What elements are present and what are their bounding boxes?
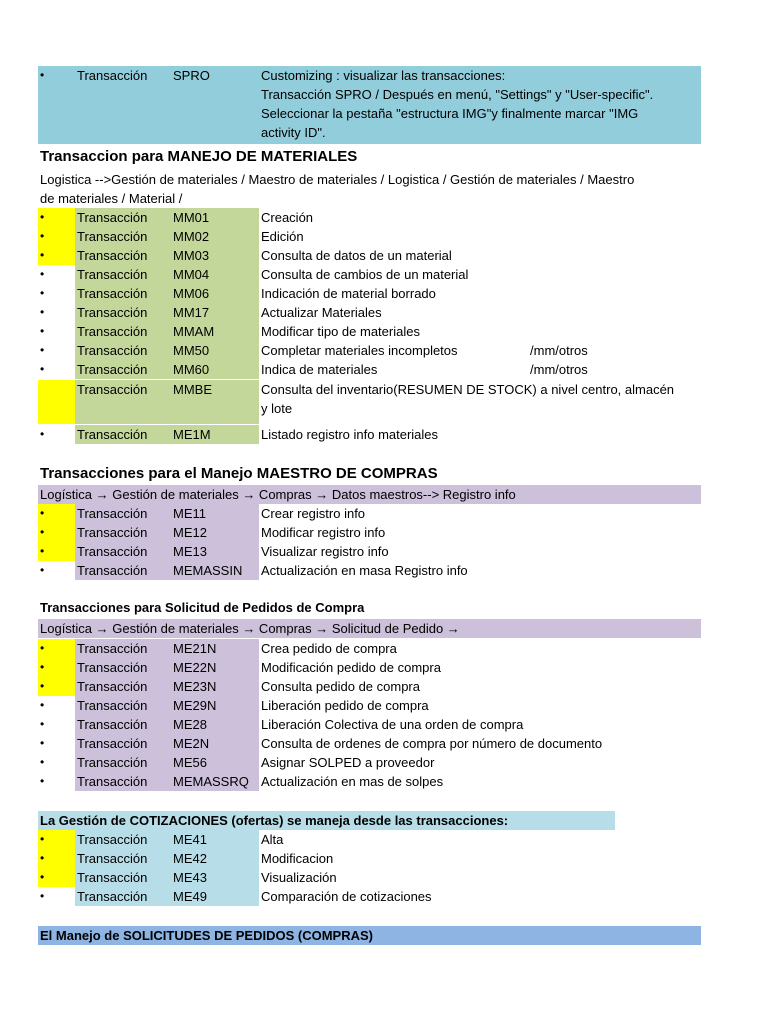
transaction-label: Transacción [75, 715, 171, 734]
transaction-code: ME43 [171, 868, 259, 887]
transaction-code: MM01 [171, 208, 259, 227]
section-title-cotizaciones: La Gestión de COTIZACIONES (ofertas) se maneja desde las transacciones: [38, 811, 615, 830]
transaction-description: Actualización en mas de solpes [261, 774, 444, 789]
transaction-code: MM04 [171, 265, 259, 284]
bullet: • [38, 849, 75, 868]
transaction-label: Transacción [75, 561, 171, 580]
transaction-code: ME56 [171, 753, 259, 772]
bullet: • [38, 677, 75, 696]
bullet: • [38, 542, 75, 561]
bullet: • [38, 639, 75, 658]
transaction-label: Transacción [75, 265, 171, 284]
transaction-description [261, 66, 653, 142]
bullet: • [40, 305, 45, 319]
transaction-description: Indica de materiales [261, 362, 378, 377]
transaction-label: Transacción [75, 542, 171, 561]
section-title-solped: Transacciones para Solicitud de Pedidos de Compra [40, 600, 365, 615]
table-row [38, 639, 701, 658]
transaction-description: Alta [261, 832, 284, 847]
transaction-description: Listado registro info materiales [261, 427, 439, 442]
transaction-label: Transacción [75, 753, 171, 772]
table-row [38, 715, 701, 734]
table-row [38, 265, 701, 284]
table-row [38, 868, 701, 887]
desc-line: activity ID". [261, 125, 326, 140]
bullet: • [38, 504, 75, 523]
transaction-label: Transacción [75, 303, 171, 322]
table-row [38, 341, 701, 360]
bullet: • [40, 755, 45, 769]
bullet: • [40, 563, 45, 577]
transaction-code: MMAM [171, 322, 259, 341]
transaction-description: Consulta de cambios de un material [261, 267, 469, 282]
bullet: • [40, 774, 45, 788]
transaction-label: Transacción [75, 887, 171, 906]
transaction-label: Transacción [75, 639, 171, 658]
transaction-description: Visualización [261, 870, 337, 885]
table-row [38, 772, 701, 791]
bullet: • [38, 868, 75, 887]
section-title-solicitudes: El Manejo de SOLICITUDES DE PEDIDOS (COMPRAS) [38, 926, 701, 945]
transaction-label: Transacción [75, 523, 171, 542]
transaction-code: ME49 [171, 887, 259, 906]
table-row [38, 227, 701, 246]
transaction-description: Comparación de cotizaciones [261, 889, 432, 904]
table-row [38, 246, 701, 265]
path-line: de materiales / Material / [40, 191, 183, 206]
transaction-description: Modificacion [261, 851, 334, 866]
transaction-label: Transacción [75, 208, 171, 227]
table-row [38, 887, 701, 906]
transaction-code: ME23N [171, 677, 259, 696]
transaction-code: MM60 [171, 360, 259, 379]
transaction-code: ME13 [171, 542, 259, 561]
transaction-label: Transacción [75, 734, 171, 753]
transaction-label: Transacción [75, 677, 171, 696]
transaction-description: Consulta pedido de compra [261, 679, 420, 694]
transaction-code: ME11 [171, 504, 259, 523]
transaction-label: Transacción [75, 227, 171, 246]
bullet: • [40, 68, 45, 82]
bullet: • [40, 889, 45, 903]
table-row [38, 208, 701, 227]
bullet: • [38, 523, 75, 542]
bullet: • [40, 717, 45, 731]
transaction-code: ME12 [171, 523, 259, 542]
section-title-compras: Transacciones para el Manejo MAESTRO DE COMPRAS [40, 465, 438, 482]
transaction-label: Transacción [75, 341, 171, 360]
table-row [38, 561, 701, 580]
transaction-description: Indicación de material borrado [261, 286, 436, 301]
table-row [38, 734, 701, 753]
transaction-code: ME28 [171, 715, 259, 734]
table-row [38, 380, 701, 424]
solped-path: Logística → Gestión de materiales → Compras → Solicitud de Pedido → [38, 619, 701, 638]
transaction-code: ME2N [171, 734, 259, 753]
path-line: Logistica -->Gestión de materiales / Maestro de materiales / Logistica / Gestión de materiales / Maestro [40, 172, 635, 187]
transaction-label: Transacción [75, 868, 171, 887]
transaction-code: MEMASSRQ [171, 772, 259, 791]
transaction-description: Crear registro info [261, 506, 366, 521]
table-row [38, 542, 701, 561]
transaction-label: Transacción [75, 504, 171, 523]
table-row [38, 753, 701, 772]
transaction-code: ME1M [171, 425, 259, 444]
transaction-description: Completar materiales incompletos [261, 343, 458, 358]
bullet: • [40, 362, 45, 376]
table-row [38, 284, 701, 303]
spro-row [38, 66, 701, 144]
desc-line: Customizing : visualizar las transacciones: [261, 68, 506, 83]
bullet: • [40, 286, 45, 300]
transaction-description: Modificación pedido de compra [261, 660, 441, 675]
transaction-label: Transacción [75, 322, 171, 341]
table-row [38, 504, 701, 523]
transaction-description: Modificar registro info [261, 525, 386, 540]
transaction-label: Transacción [75, 246, 171, 265]
transaction-description: Liberación pedido de compra [261, 698, 429, 713]
bullet: • [40, 324, 45, 338]
transaction-code: MM50 [171, 341, 259, 360]
transaction-label: Transacción [75, 658, 171, 677]
transaction-code: ME21N [171, 639, 259, 658]
transaction-label: Transacción [75, 284, 171, 303]
transaction-description: Consulta de datos de un material [261, 248, 452, 263]
table-row [38, 425, 701, 444]
transaction-code: MM03 [171, 246, 259, 265]
table-row [38, 677, 701, 696]
table-row [38, 849, 701, 868]
transaction-description: Actualización en masa Registro info [261, 563, 468, 578]
transaction-path-note: /mm/otros [530, 343, 588, 358]
table-row [38, 658, 701, 677]
bullet: • [38, 830, 75, 849]
bullet: • [38, 227, 75, 246]
desc-line: Consulta del inventario(RESUMEN DE STOCK) a nivel centro, almacén [261, 382, 675, 397]
transaction-code: SPRO [173, 68, 210, 83]
transaction-description: Modificar tipo de materiales [261, 324, 420, 339]
transaction-code: ME42 [171, 849, 259, 868]
table-row [38, 303, 701, 322]
transaction-description: Visualizar registro info [261, 544, 389, 559]
table-row [38, 360, 701, 379]
bullet: • [40, 343, 45, 357]
table-row [38, 322, 701, 341]
transaction-description: Actualizar Materiales [261, 305, 382, 320]
bullet: • [38, 246, 75, 265]
transaction-description: Asignar SOLPED a proveedor [261, 755, 435, 770]
transaction-code: ME29N [171, 696, 259, 715]
transaction-code: MM06 [171, 284, 259, 303]
bullet: • [40, 736, 45, 750]
transaction-description: Creación [261, 210, 314, 225]
transaction-label: Transacción [75, 849, 171, 868]
transaction-description: Liberación Colectiva de una orden de compra [261, 717, 524, 732]
bullet: • [40, 427, 45, 441]
transaction-label: Transacción [75, 380, 171, 424]
bullet: • [38, 658, 75, 677]
transaction-code: MM17 [171, 303, 259, 322]
compras-path: Logística → Gestión de materiales → Compras → Datos maestros--> Registro info [38, 485, 701, 504]
table-row [38, 523, 701, 542]
section-title-materiales: Transaccion para MANEJO DE MATERIALES [40, 148, 358, 165]
table-row [38, 696, 701, 715]
transaction-label: Transacción [75, 830, 171, 849]
transaction-description: Consulta de ordenes de compra por número de documento [261, 736, 603, 751]
transaction-code: ME41 [171, 830, 259, 849]
transaction-description [261, 380, 674, 418]
bullet-highlight [38, 380, 75, 424]
table-row [38, 830, 701, 849]
transaction-description: Edición [261, 229, 304, 244]
transaction-code: MM02 [171, 227, 259, 246]
transaction-label: Transacción [75, 425, 171, 444]
transaction-label: Transacción [77, 68, 148, 83]
desc-line: y lote [261, 401, 293, 416]
transaction-description: Crea pedido de compra [261, 641, 397, 656]
bullet: • [40, 267, 45, 281]
bullet: • [38, 208, 75, 227]
transaction-label: Transacción [75, 696, 171, 715]
materiales-path [40, 170, 634, 208]
desc-line: Transacción SPRO / Después en menú, "Settings" y "User-specific". [261, 87, 654, 102]
transaction-code: ME22N [171, 658, 259, 677]
transaction-label: Transacción [75, 772, 171, 791]
transaction-label: Transacción [75, 360, 171, 379]
bullet: • [40, 698, 45, 712]
transaction-code: MMBE [171, 380, 259, 424]
transaction-path-note: /mm/otros [530, 362, 588, 377]
desc-line: Seleccionar la pestaña "estructura IMG"y finalmente marcar "IMG [261, 106, 639, 121]
transaction-code: MEMASSIN [171, 561, 259, 580]
